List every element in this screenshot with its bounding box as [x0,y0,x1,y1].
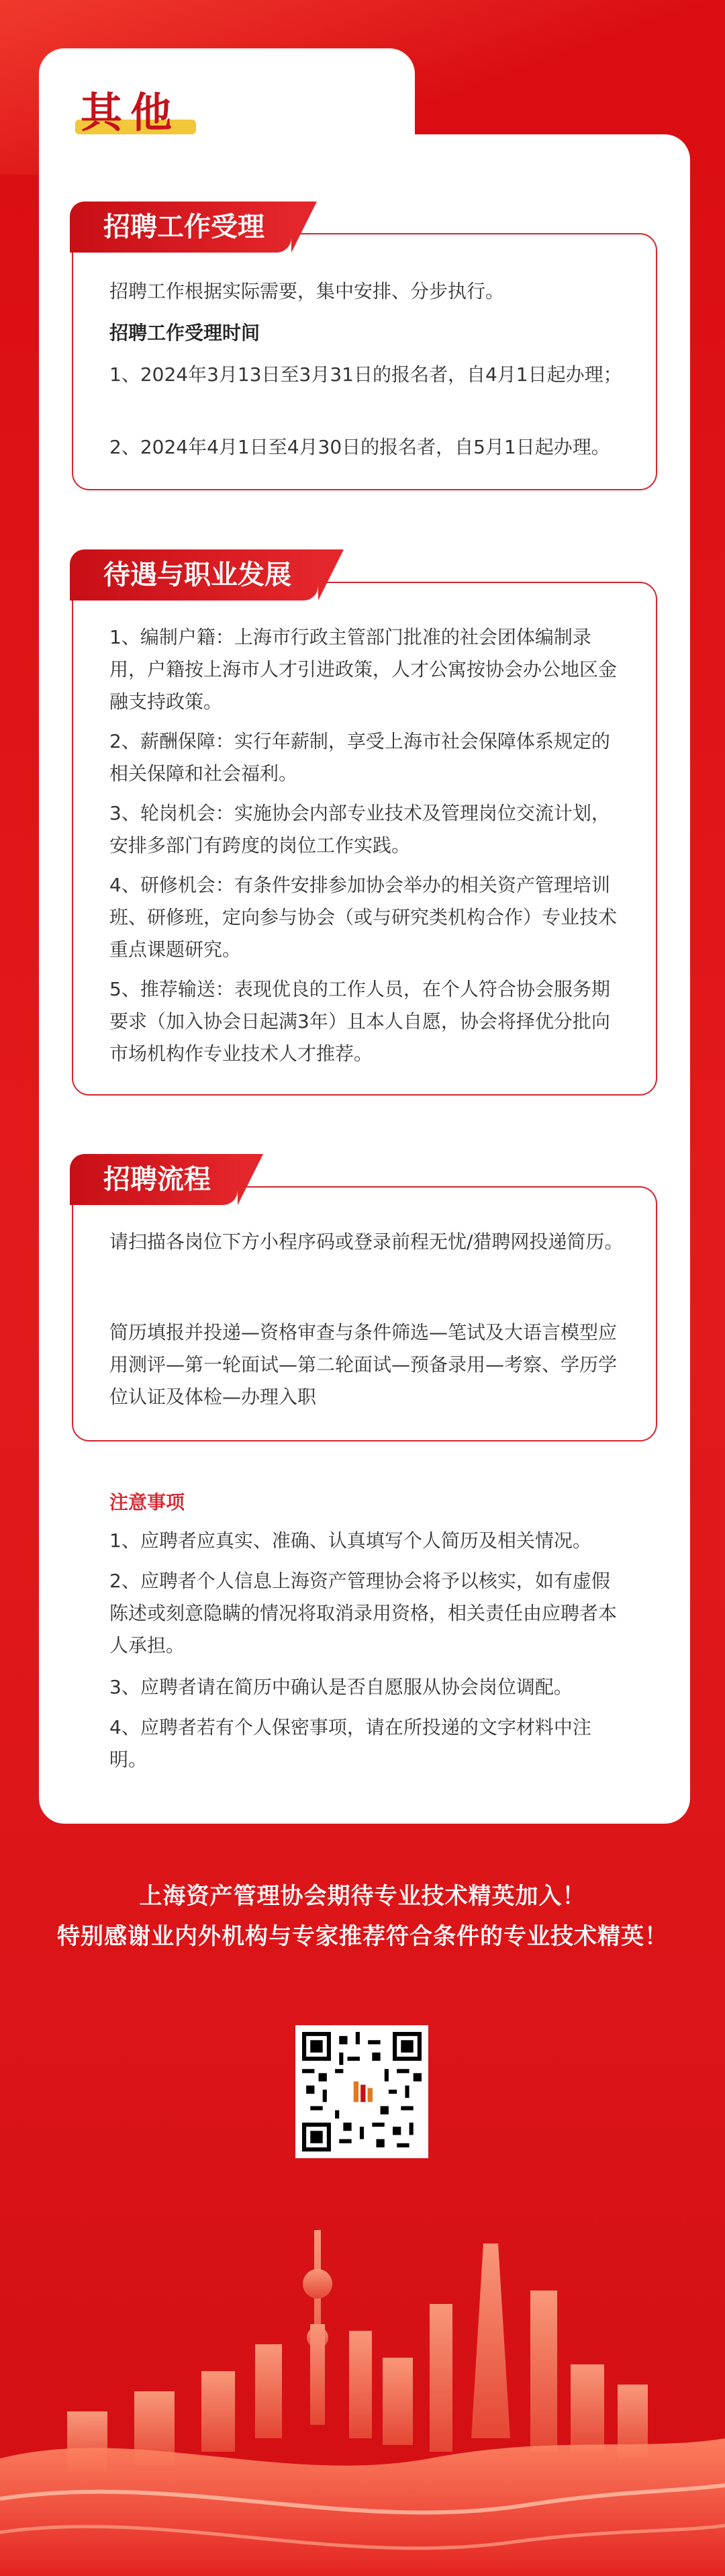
paragraph: 请扫描各岗位下方小程序码或登录前程无忧/猎聘网投递简历。 [109,1231,624,1253]
page-title: 其他 [81,88,181,137]
paragraph: 招聘工作根据实际需要，集中安排、分步执行。 [109,280,505,302]
paragraph: 简历填报并投递—资格审查与条件筛选—笔试及大语言模型应用测评—第一轮面试—第二轮面试—预备录用—考察、学历学位认证及体检—办理入职 [109,1321,618,1408]
section-label-process: 招聘流程 [70,1154,238,1205]
qr-code-icon [302,2032,422,2151]
section-label-benefits: 待遇与职业发展 [70,549,318,601]
paragraph: 2、2024年4月1日至4月30日的报名者，自5月1日起办理。 [109,436,610,458]
section-label-recruitment: 招聘工作受理 [70,202,291,253]
paragraph-heading: 招聘工作受理时间 [109,322,260,344]
notice-item: 2、应聘者个人信息上海资产管理协会将予以核实，如有虚假陈述或刻意隐瞒的情况将取消录用资格，相关责任由应聘者本人承担。 [109,1570,618,1656]
notice-item: 1、应聘者应真实、准确、认真填写个人简历及相关情况。 [109,1529,591,1552]
paragraph: 1、2024年3月13日至3月31日的报名者，自4月1日起办理； [109,363,622,386]
slogan-line-1: 上海资产管理协会期待专业技术精英加入！ [139,1883,586,1910]
paragraph: 4、研修机会：有条件安排参加协会举办的相关资产管理培训班、研修班，定向参与协会（或与研究类机构合作）专业技术重点课题研究。 [109,874,618,961]
qr-code[interactable] [295,2025,428,2158]
notice-item: 3、应聘者请在简历中确认是否自愿服从协会岗位调配。 [109,1676,573,1698]
notice-title: 注意事项 [109,1491,185,1513]
shanghai-skyline-illustration [0,2170,725,2576]
slogan-line-2: 特别感谢业内外机构与专家推荐符合条件的专业技术精英！ [57,1923,668,1950]
notice-item: 4、应聘者若有个人保密事项，请在所投递的文字材料中注明。 [109,1716,591,1771]
paragraph: 5、推荐输送：表现优良的工作人员，在个人符合协会服务期要求（加入协会日起满3年）且本人自愿，协会将择优分批向市场机构作专业技术人才推荐。 [109,978,610,1065]
paragraph: 1、编制户籍：上海市行政主管部门批准的社会团体编制录用，户籍按上海市人才引进政策，人才公寓按协会办公地区金融支持政策。 [109,626,618,713]
paragraph: 3、轮岗机会：实施协会内部专业技术及管理岗位交流计划，安排多部门有跨度的岗位工作实践。 [109,802,610,856]
paragraph: 2、薪酬保障：实行年薪制，享受上海市社会保障体系规定的相关保障和社会福利。 [109,730,610,785]
